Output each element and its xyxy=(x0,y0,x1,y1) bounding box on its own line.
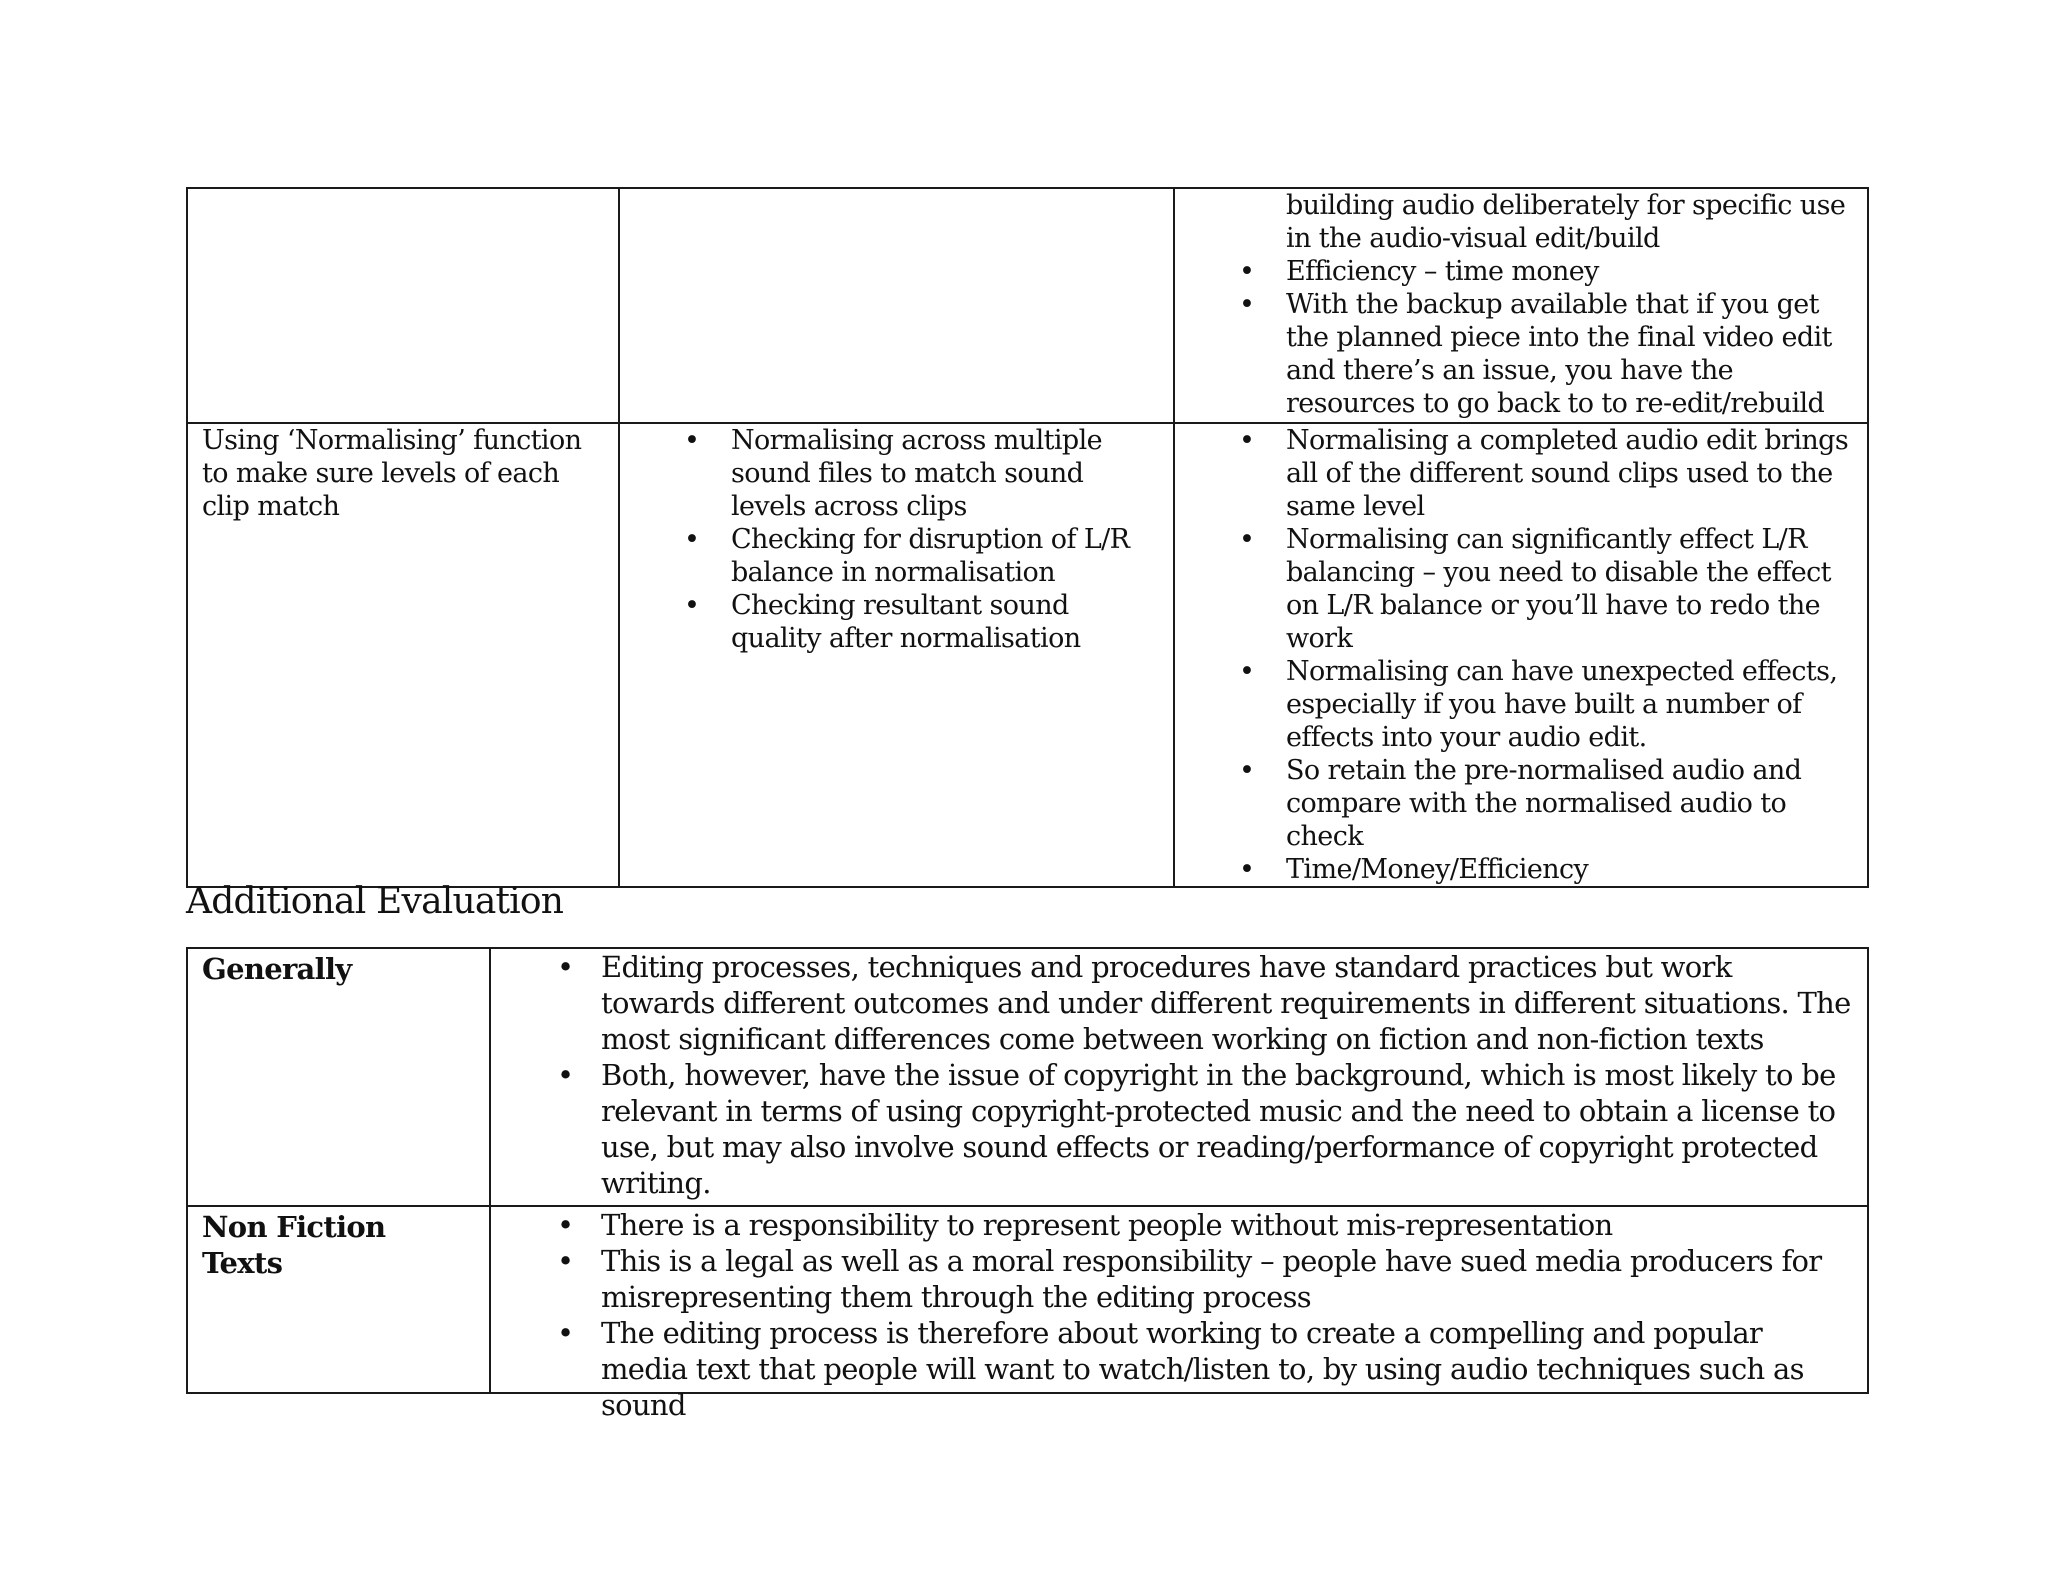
table-row xyxy=(187,188,1868,423)
bullet-list xyxy=(505,1207,1853,1423)
table-cell xyxy=(1174,423,1868,887)
table-row xyxy=(187,1206,1868,1393)
table-cell xyxy=(187,188,619,423)
list-item: • Editing processes, techniques and procedures have standard practices but work towards different outcomes and under different requirements in different situations. The most significant differences come between working on fiction and non-fiction texts xyxy=(505,949,1853,1057)
list-item: • Normalising across multiple sound files to match sound levels across clips xyxy=(634,424,1165,523)
list-item: • There is a responsibility to represent people without mis-representation xyxy=(505,1207,1853,1243)
list-item: • Checking for disruption of L/R balance in normalisation xyxy=(634,523,1165,589)
bullet-list xyxy=(505,949,1853,1201)
list-item: • Checking resultant sound quality after normalisation xyxy=(634,589,1165,655)
table-row xyxy=(187,423,1868,887)
list-item: • Both, however, have the issue of copyright in the background, which is most likely to be relevant in terms of using copyright-protected music and the need to obtain a license to use, but may also involve sound effects or reading/performance of copyright protected writing. xyxy=(505,1057,1853,1201)
table-cell xyxy=(619,188,1174,423)
list-item: • Normalising a completed audio edit brings all of the different sound clips used to the same level xyxy=(1189,424,1859,523)
row-label: Non Fiction Texts xyxy=(187,1206,490,1393)
table-row xyxy=(187,948,1868,1206)
table-cell-technique: Using ‘Normalising’ function to make sure levels of each clip match xyxy=(187,423,619,887)
table-cell xyxy=(1174,188,1868,423)
list-item: • Efficiency – time money xyxy=(1189,255,1859,288)
list-item-continuation: building audio deliberately for specific use in the audio-visual edit/build xyxy=(1286,190,1846,254)
additional-evaluation-table xyxy=(186,947,1869,1422)
list-item: • Normalising can significantly effect L/R balancing – you need to disable the effect on L/R balance or you’ll have to redo the work xyxy=(1189,523,1859,655)
bullet-list xyxy=(1189,424,1859,886)
list-item: • The editing process is therefore about working to create a compelling and popular media text that people will want to watch/listen to, by using audio techniques such as sound xyxy=(505,1315,1853,1423)
audio-editing-table xyxy=(186,187,1869,888)
table-cell xyxy=(490,948,1868,1206)
list-item: • So retain the pre-normalised audio and compare with the normalised audio to check xyxy=(1189,754,1859,853)
bullet-list xyxy=(634,424,1165,655)
row-label: Generally xyxy=(187,948,490,1206)
list-item: • With the backup available that if you get the planned piece into the final video edit and there’s an issue, you have the resources to go back to to re-edit/rebuild xyxy=(1189,288,1859,420)
cell-clip xyxy=(505,1207,1853,1422)
list-item: • Normalising can have unexpected effects, especially if you have built a number of effects into your audio edit. xyxy=(1189,655,1859,754)
list-item: • This is a legal as well as a moral responsibility – people have sued media producers for misrepresenting them through the editing process xyxy=(505,1243,1853,1315)
section-heading: Additional Evaluation xyxy=(186,881,564,922)
table-cell xyxy=(490,1206,1868,1422)
list-item: • Time/Money/Efficiency xyxy=(1189,853,1859,886)
table-cell xyxy=(619,423,1174,887)
bullet-list xyxy=(1189,189,1859,420)
